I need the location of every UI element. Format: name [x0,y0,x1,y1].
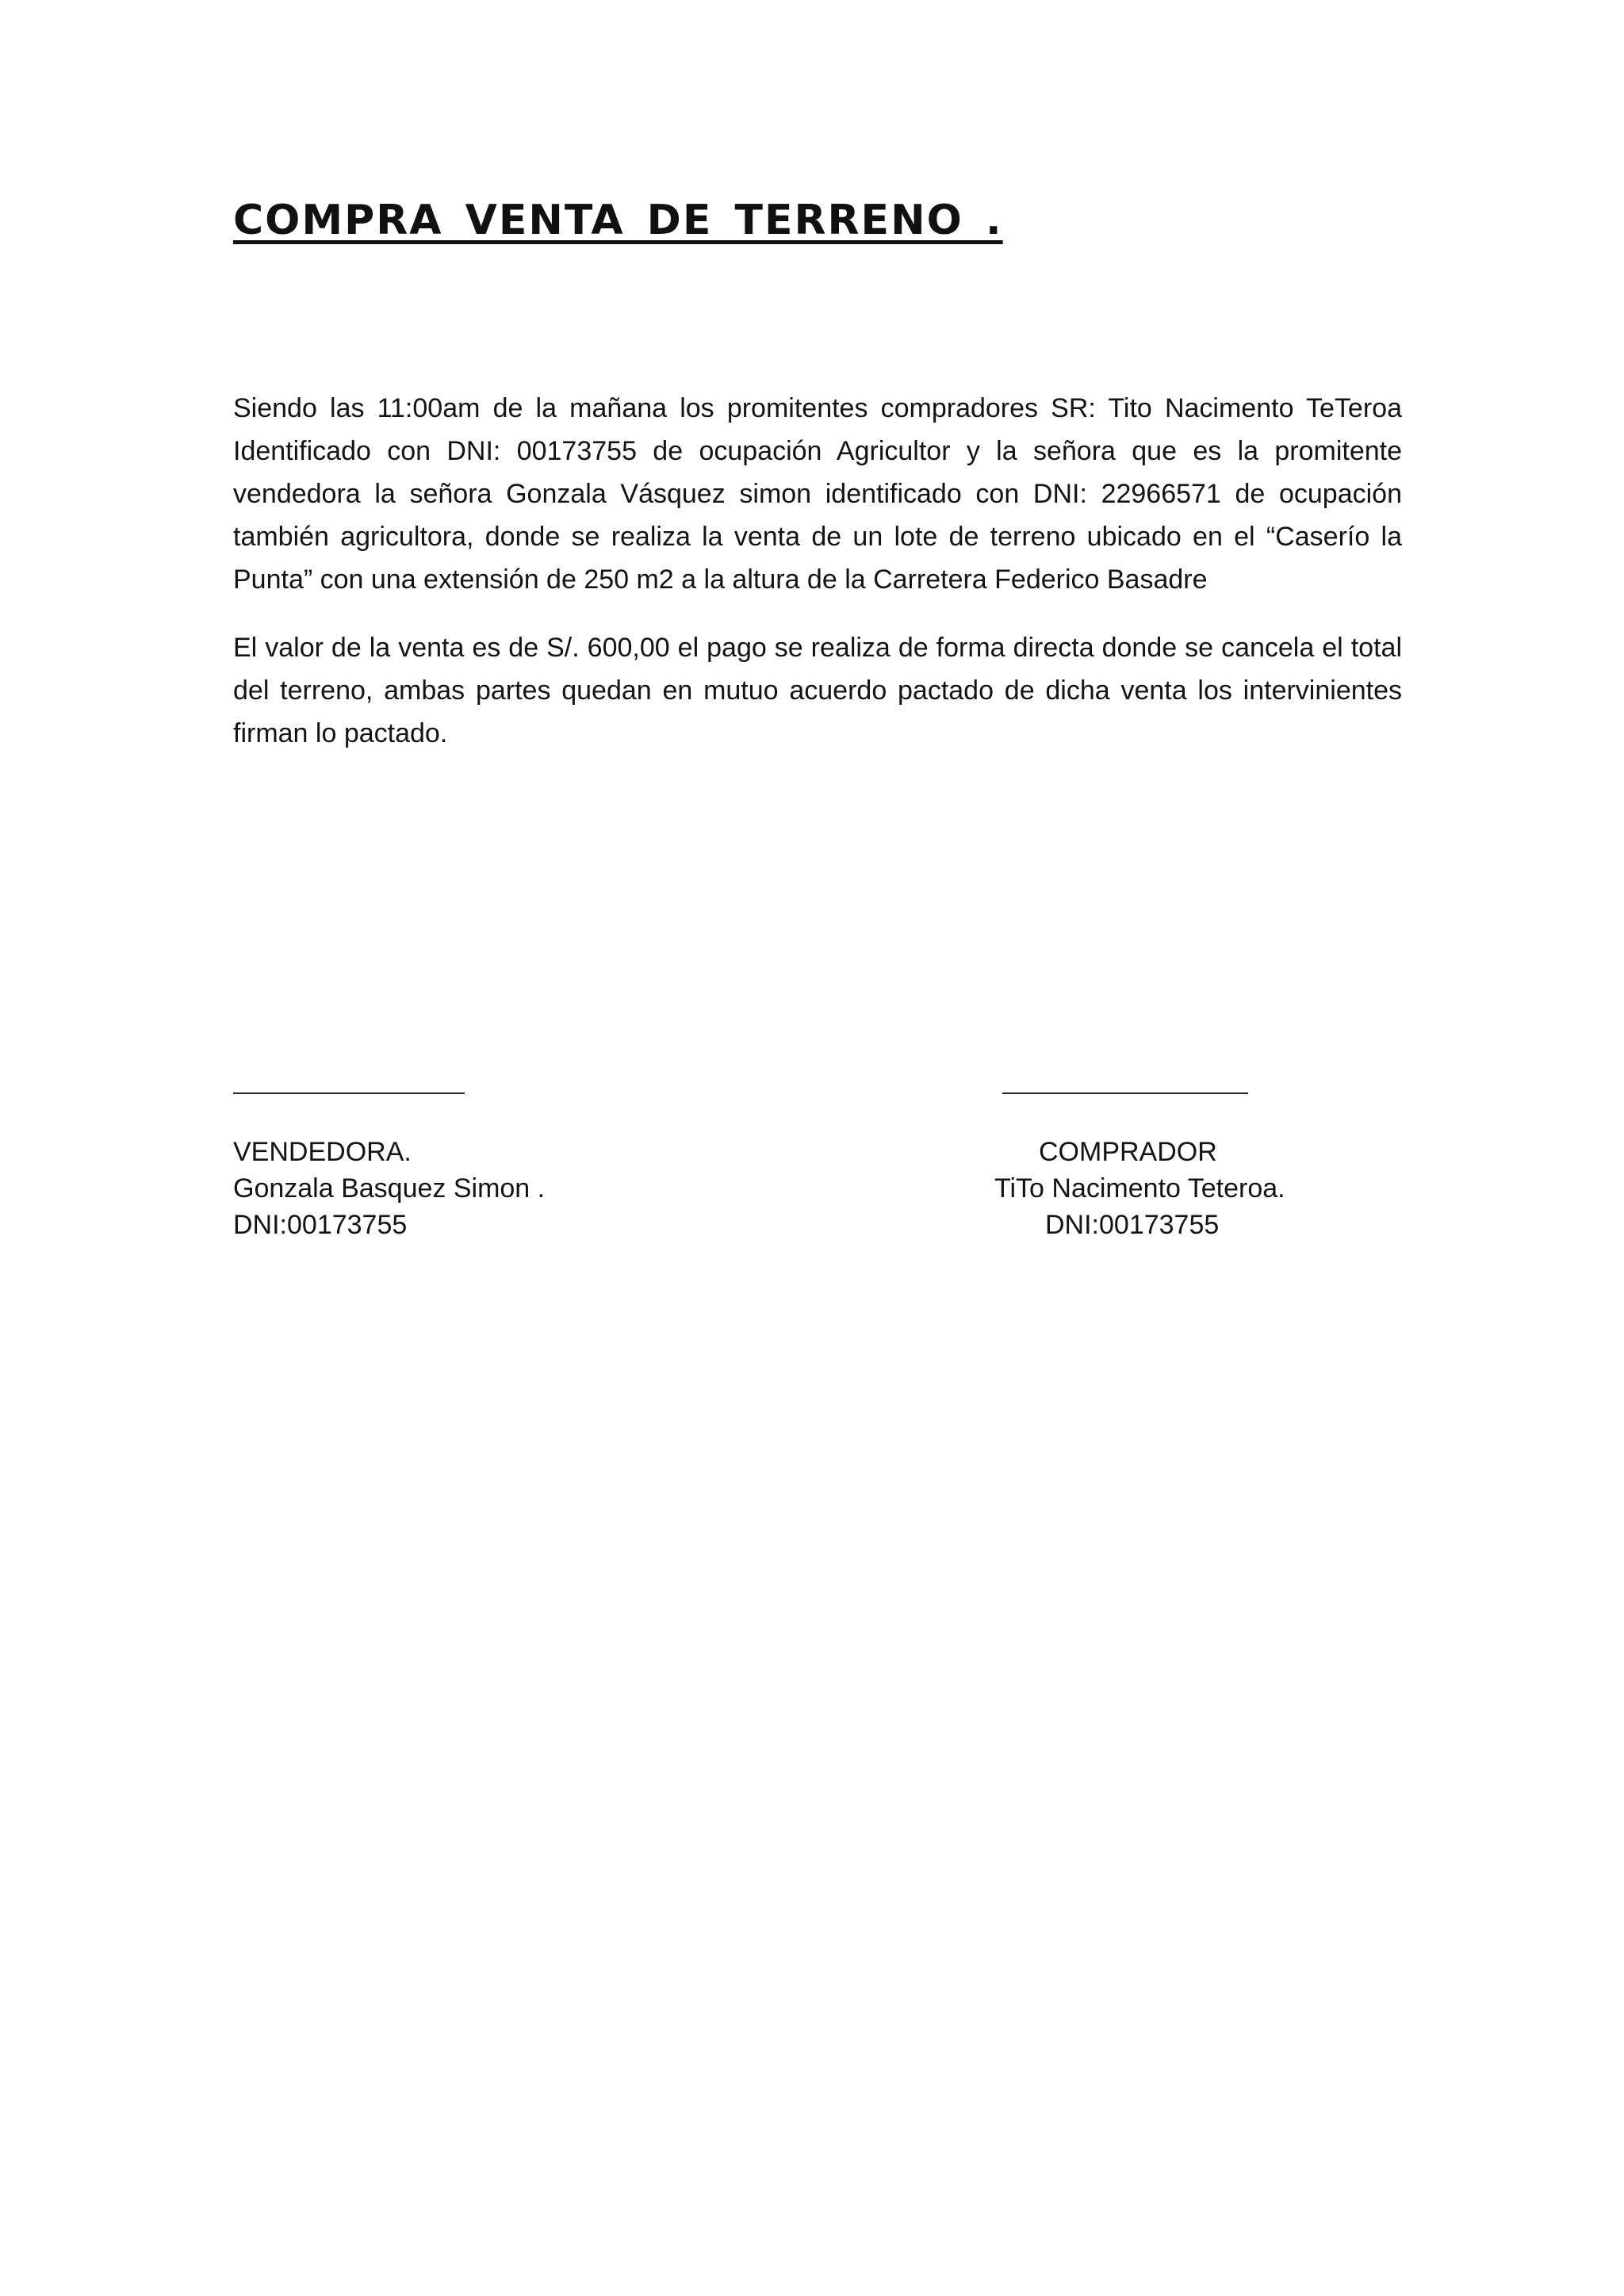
buyer-signature-line [1002,1093,1248,1094]
contract-paragraph-2: El valor de la venta es de S/. 600,00 el pago se realiza de forma directa donde se cancela el total del terreno, ambas partes quedan en mutuo acuerdo pactado de dicha venta los intervinientes firman lo pactado. [233,633,1402,748]
document-title: COMPRA VENTA DE TERRENO . [233,197,1003,244]
seller-signature-line [233,1093,465,1094]
buyer-dni: DNI:00173755 [1045,1210,1220,1240]
seller-role: VENDEDORA. [233,1137,412,1167]
seller-name: Gonzala Basquez Simon . [233,1173,546,1203]
seller-dni: DNI:00173755 [233,1210,408,1240]
buyer-role: COMPRADOR [1039,1137,1217,1167]
buyer-signature-block [994,1134,1285,1243]
contract-paragraph-1: Siendo las 11:00am de la mañana los promitentes compradores SR: Tito Nacimento TeTeroa Identificado con DNI: 00173755 de ocupación Agricultor y la señora que es la promitente vendedora la señora Gonzala Vásquez simon identificado con DNI: 22966571 de ocupación también agricultora, donde se realiza la venta de un lote de terreno ubicado en el “Caserío la Punta” con una extensión de 250 m2 a la altura de la Carretera Federico Basadre [233,393,1402,595]
seller-signature-block [233,1134,545,1243]
buyer-name: TiTo Nacimento Teteroa. [994,1173,1285,1203]
